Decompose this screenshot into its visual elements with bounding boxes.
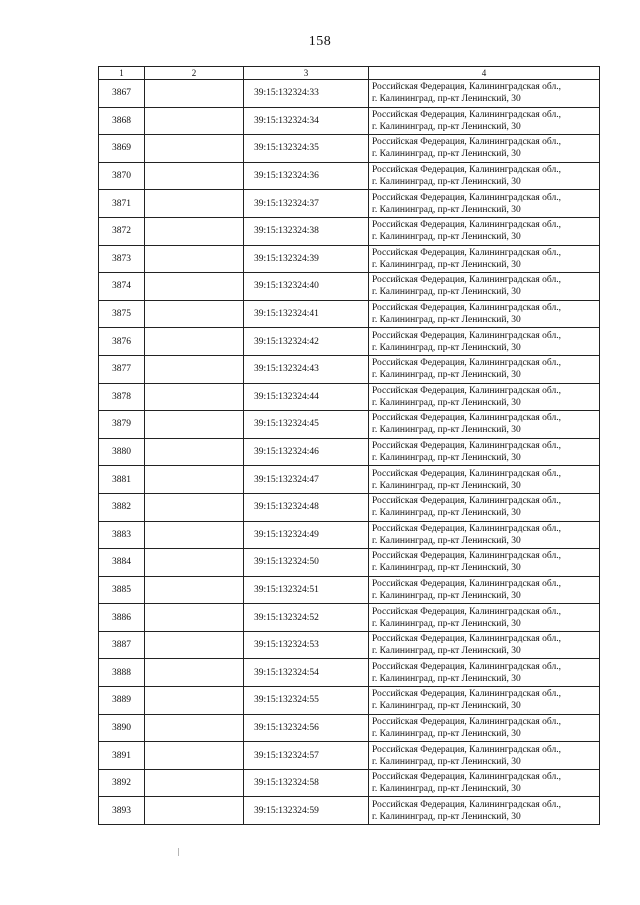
address-line-2: г. Калининград, пр-кт Ленинский, 30: [372, 563, 521, 574]
table-row: [99, 576, 600, 604]
cadastral-number-cell: 39:15:132324:39: [244, 245, 369, 273]
cadastral-number-cell: 39:15:132324:57: [244, 742, 369, 770]
cadastral-number-cell: 39:15:132324:40: [244, 273, 369, 301]
address-line-2: г. Калининград, пр-кт Ленинский, 30: [372, 480, 521, 491]
scan-artifact-mark: [178, 848, 179, 856]
address-cell: [369, 273, 600, 301]
table-row: [99, 631, 600, 659]
address-cell: [369, 355, 600, 383]
table-row: [99, 135, 600, 163]
address-cell: [369, 631, 600, 659]
column-2-cell: [145, 217, 244, 245]
column-2-cell: [145, 659, 244, 687]
row-number-cell: 3890: [99, 714, 145, 742]
column-2-cell: [145, 687, 244, 715]
address-cell: [369, 217, 600, 245]
row-number-cell: 3868: [99, 107, 145, 135]
address-cell: [369, 466, 600, 494]
table-row: [99, 300, 600, 328]
address-cell: [369, 245, 600, 273]
address-line-2: г. Калининград, пр-кт Ленинский, 30: [372, 756, 521, 767]
address-line-2: г. Калининград, пр-кт Ленинский, 30: [372, 646, 521, 657]
cadastral-number-cell: 39:15:132324:55: [244, 687, 369, 715]
row-number-cell: 3879: [99, 411, 145, 439]
column-2-cell: [145, 714, 244, 742]
table-row: [99, 190, 600, 218]
row-number-cell: 3872: [99, 217, 145, 245]
cadastral-number-cell: 39:15:132324:49: [244, 521, 369, 549]
row-number-cell: 3878: [99, 383, 145, 411]
column-2-cell: [145, 438, 244, 466]
row-number-cell: 3887: [99, 631, 145, 659]
address-cell: [369, 687, 600, 715]
cadastral-number-cell: 39:15:132324:52: [244, 604, 369, 632]
row-number-cell: 3867: [99, 80, 145, 108]
address-cell: [369, 576, 600, 604]
table-row: [99, 245, 600, 273]
address-line-2: г. Калининград, пр-кт Ленинский, 30: [372, 590, 521, 601]
table-row: [99, 438, 600, 466]
address-cell: [369, 549, 600, 577]
cadastral-number-cell: 39:15:132324:38: [244, 217, 369, 245]
table-row: [99, 521, 600, 549]
address-cell: [369, 328, 600, 356]
address-line-1: Российская Федерация, Калининградская обл.,: [372, 689, 561, 700]
address-cell: [369, 742, 600, 770]
table-row: [99, 217, 600, 245]
address-line-2: г. Калининград, пр-кт Ленинский, 30: [372, 535, 521, 546]
address-line-1: Российская Федерация, Калининградская обл.,: [372, 523, 561, 534]
row-number-cell: 3874: [99, 273, 145, 301]
table-row: [99, 328, 600, 356]
address-cell: [369, 162, 600, 190]
table-row: [99, 659, 600, 687]
cadastral-number-cell: 39:15:132324:45: [244, 411, 369, 439]
column-2-cell: [145, 190, 244, 218]
cadastral-number-cell: 39:15:132324:53: [244, 631, 369, 659]
table-row: [99, 355, 600, 383]
row-number-cell: 3881: [99, 466, 145, 494]
address-line-1: Российская Федерация, Калининградская обл.,: [372, 578, 561, 589]
cadastral-number-cell: 39:15:132324:35: [244, 135, 369, 163]
column-2-cell: [145, 466, 244, 494]
address-line-1: Российская Федерация, Калининградская обл.,: [372, 109, 561, 120]
address-cell: [369, 769, 600, 797]
column-2-cell: [145, 383, 244, 411]
address-line-1: Российская Федерация, Калининградская обл.,: [372, 303, 561, 314]
column-2-cell: [145, 411, 244, 439]
column-2-cell: [145, 742, 244, 770]
table-row: [99, 549, 600, 577]
table-row: [99, 162, 600, 190]
address-line-2: г. Калининград, пр-кт Ленинский, 30: [372, 618, 521, 629]
cadastral-register-table: [98, 66, 600, 825]
address-cell: [369, 714, 600, 742]
address-line-2: г. Калининград, пр-кт Ленинский, 30: [372, 397, 521, 408]
column-2-cell: [145, 245, 244, 273]
row-number-cell: 3885: [99, 576, 145, 604]
cadastral-number-cell: 39:15:132324:36: [244, 162, 369, 190]
table-row: [99, 714, 600, 742]
address-line-2: г. Калининград, пр-кт Ленинский, 30: [372, 342, 521, 353]
cadastral-number-cell: 39:15:132324:51: [244, 576, 369, 604]
column-2-cell: [145, 604, 244, 632]
address-line-2: г. Калининград, пр-кт Ленинский, 30: [372, 204, 521, 215]
column-header-2: 2: [145, 67, 244, 80]
address-line-1: Российская Федерация, Калининградская обл.,: [372, 496, 561, 507]
table-body: [99, 80, 600, 825]
row-number-cell: 3888: [99, 659, 145, 687]
column-header-4: 4: [369, 67, 600, 80]
address-line-1: Российская Федерация, Калининградская обл.,: [372, 165, 561, 176]
address-line-1: Российская Федерация, Калининградская обл.,: [372, 220, 561, 231]
address-cell: [369, 438, 600, 466]
address-line-2: г. Калининград, пр-кт Ленинский, 30: [372, 425, 521, 436]
cadastral-number-cell: 39:15:132324:59: [244, 797, 369, 825]
address-line-1: Российская Федерация, Калининградская обл.,: [372, 744, 561, 755]
address-cell: [369, 659, 600, 687]
address-line-2: г. Калининград, пр-кт Ленинский, 30: [372, 784, 521, 795]
row-number-cell: 3891: [99, 742, 145, 770]
address-line-2: г. Калининград, пр-кт Ленинский, 30: [372, 94, 521, 105]
cadastral-number-cell: 39:15:132324:58: [244, 769, 369, 797]
address-cell: [369, 493, 600, 521]
address-cell: [369, 411, 600, 439]
column-2-cell: [145, 769, 244, 797]
column-2-cell: [145, 576, 244, 604]
address-cell: [369, 107, 600, 135]
address-line-1: Российская Федерация, Калининградская обл.,: [372, 247, 561, 258]
cadastral-number-cell: 39:15:132324:41: [244, 300, 369, 328]
cadastral-number-cell: 39:15:132324:33: [244, 80, 369, 108]
table-header: [99, 67, 600, 80]
table-row: [99, 742, 600, 770]
row-number-cell: 3869: [99, 135, 145, 163]
row-number-cell: 3889: [99, 687, 145, 715]
column-2-cell: [145, 328, 244, 356]
table-row: [99, 107, 600, 135]
column-2-cell: [145, 135, 244, 163]
row-number-cell: 3884: [99, 549, 145, 577]
address-cell: [369, 300, 600, 328]
address-line-2: г. Калининград, пр-кт Ленинский, 30: [372, 508, 521, 519]
row-number-cell: 3882: [99, 493, 145, 521]
row-number-cell: 3886: [99, 604, 145, 632]
address-line-2: г. Калининград, пр-кт Ленинский, 30: [372, 121, 521, 132]
address-line-1: Российская Федерация, Калининградская обл.,: [372, 799, 561, 810]
address-line-2: г. Калининград, пр-кт Ленинский, 30: [372, 287, 521, 298]
address-line-1: Российская Федерация, Калининградская обл.,: [372, 551, 561, 562]
address-line-2: г. Калининград, пр-кт Ленинский, 30: [372, 701, 521, 712]
table-row: [99, 769, 600, 797]
address-line-1: Российская Федерация, Калининградская обл.,: [372, 330, 561, 341]
address-line-2: г. Калининград, пр-кт Ленинский, 30: [372, 453, 521, 464]
table-row: [99, 411, 600, 439]
address-cell: [369, 80, 600, 108]
address-cell: [369, 797, 600, 825]
page-number: 158: [308, 34, 332, 49]
table-row: [99, 493, 600, 521]
address-line-1: Российская Федерация, Калининградская обл.,: [372, 192, 561, 203]
table-row: [99, 273, 600, 301]
address-line-2: г. Калининград, пр-кт Ленинский, 30: [372, 149, 521, 160]
row-number-cell: 3873: [99, 245, 145, 273]
column-2-cell: [145, 80, 244, 108]
address-line-1: Российская Федерация, Калининградская обл.,: [372, 441, 561, 452]
table-row: [99, 604, 600, 632]
address-line-1: Российская Федерация, Калининградская обл.,: [372, 468, 561, 479]
row-number-cell: 3883: [99, 521, 145, 549]
address-line-1: Российская Федерация, Калининградская обл.,: [372, 606, 561, 617]
row-number-cell: 3892: [99, 769, 145, 797]
column-2-cell: [145, 521, 244, 549]
address-line-2: г. Калининград, пр-кт Ленинский, 30: [372, 370, 521, 381]
address-cell: [369, 604, 600, 632]
column-2-cell: [145, 797, 244, 825]
row-number-cell: 3875: [99, 300, 145, 328]
table-row: [99, 687, 600, 715]
column-header-3: 3: [244, 67, 369, 80]
column-2-cell: [145, 493, 244, 521]
address-line-1: Российская Федерация, Калининградская обл.,: [372, 358, 561, 369]
table-row: [99, 466, 600, 494]
cadastral-number-cell: 39:15:132324:56: [244, 714, 369, 742]
address-cell: [369, 135, 600, 163]
column-2-cell: [145, 162, 244, 190]
row-number-cell: 3877: [99, 355, 145, 383]
cadastral-number-cell: 39:15:132324:42: [244, 328, 369, 356]
address-line-1: Российская Федерация, Калининградская обл.,: [372, 772, 561, 783]
address-cell: [369, 521, 600, 549]
column-header-1: 1: [99, 67, 145, 80]
cadastral-number-cell: 39:15:132324:34: [244, 107, 369, 135]
address-line-1: Российская Федерация, Калининградская обл.,: [372, 137, 561, 148]
column-2-cell: [145, 549, 244, 577]
column-2-cell: [145, 107, 244, 135]
address-line-2: г. Калининград, пр-кт Ленинский, 30: [372, 232, 521, 243]
address-line-1: Российская Федерация, Калининградская обл.,: [372, 716, 561, 727]
row-number-cell: 3870: [99, 162, 145, 190]
row-number-cell: 3876: [99, 328, 145, 356]
address-line-2: г. Калининград, пр-кт Ленинский, 30: [372, 673, 521, 684]
column-2-cell: [145, 631, 244, 659]
address-line-1: Российская Федерация, Калининградская обл.,: [372, 634, 561, 645]
address-line-1: Российская Федерация, Калининградская обл.,: [372, 82, 561, 93]
address-line-2: г. Калининград, пр-кт Ленинский, 30: [372, 177, 521, 188]
cadastral-number-cell: 39:15:132324:37: [244, 190, 369, 218]
address-line-2: г. Калининград, пр-кт Ленинский, 30: [372, 315, 521, 326]
cadastral-number-cell: 39:15:132324:50: [244, 549, 369, 577]
column-2-cell: [145, 300, 244, 328]
cadastral-number-cell: 39:15:132324:47: [244, 466, 369, 494]
table-row: [99, 797, 600, 825]
address-cell: [369, 190, 600, 218]
cadastral-number-cell: 39:15:132324:46: [244, 438, 369, 466]
cadastral-number-cell: 39:15:132324:54: [244, 659, 369, 687]
address-line-1: Российская Федерация, Калининградская обл.,: [372, 661, 561, 672]
address-line-2: г. Калининград, пр-кт Ленинский, 30: [372, 259, 521, 270]
address-line-2: г. Калининград, пр-кт Ленинский, 30: [372, 811, 521, 822]
table-row: [99, 80, 600, 108]
header-row: [99, 67, 600, 80]
cadastral-number-cell: 39:15:132324:48: [244, 493, 369, 521]
address-line-1: Российская Федерация, Калининградская обл.,: [372, 413, 561, 424]
row-number-cell: 3871: [99, 190, 145, 218]
table-row: [99, 383, 600, 411]
address-line-2: г. Калининград, пр-кт Ленинский, 30: [372, 728, 521, 739]
cadastral-number-cell: 39:15:132324:44: [244, 383, 369, 411]
column-2-cell: [145, 355, 244, 383]
address-line-1: Российская Федерация, Калининградская обл.,: [372, 275, 561, 286]
row-number-cell: 3880: [99, 438, 145, 466]
row-number-cell: 3893: [99, 797, 145, 825]
cadastral-number-cell: 39:15:132324:43: [244, 355, 369, 383]
column-2-cell: [145, 273, 244, 301]
address-cell: [369, 383, 600, 411]
address-line-1: Российская Федерация, Калининградская обл.,: [372, 385, 561, 396]
